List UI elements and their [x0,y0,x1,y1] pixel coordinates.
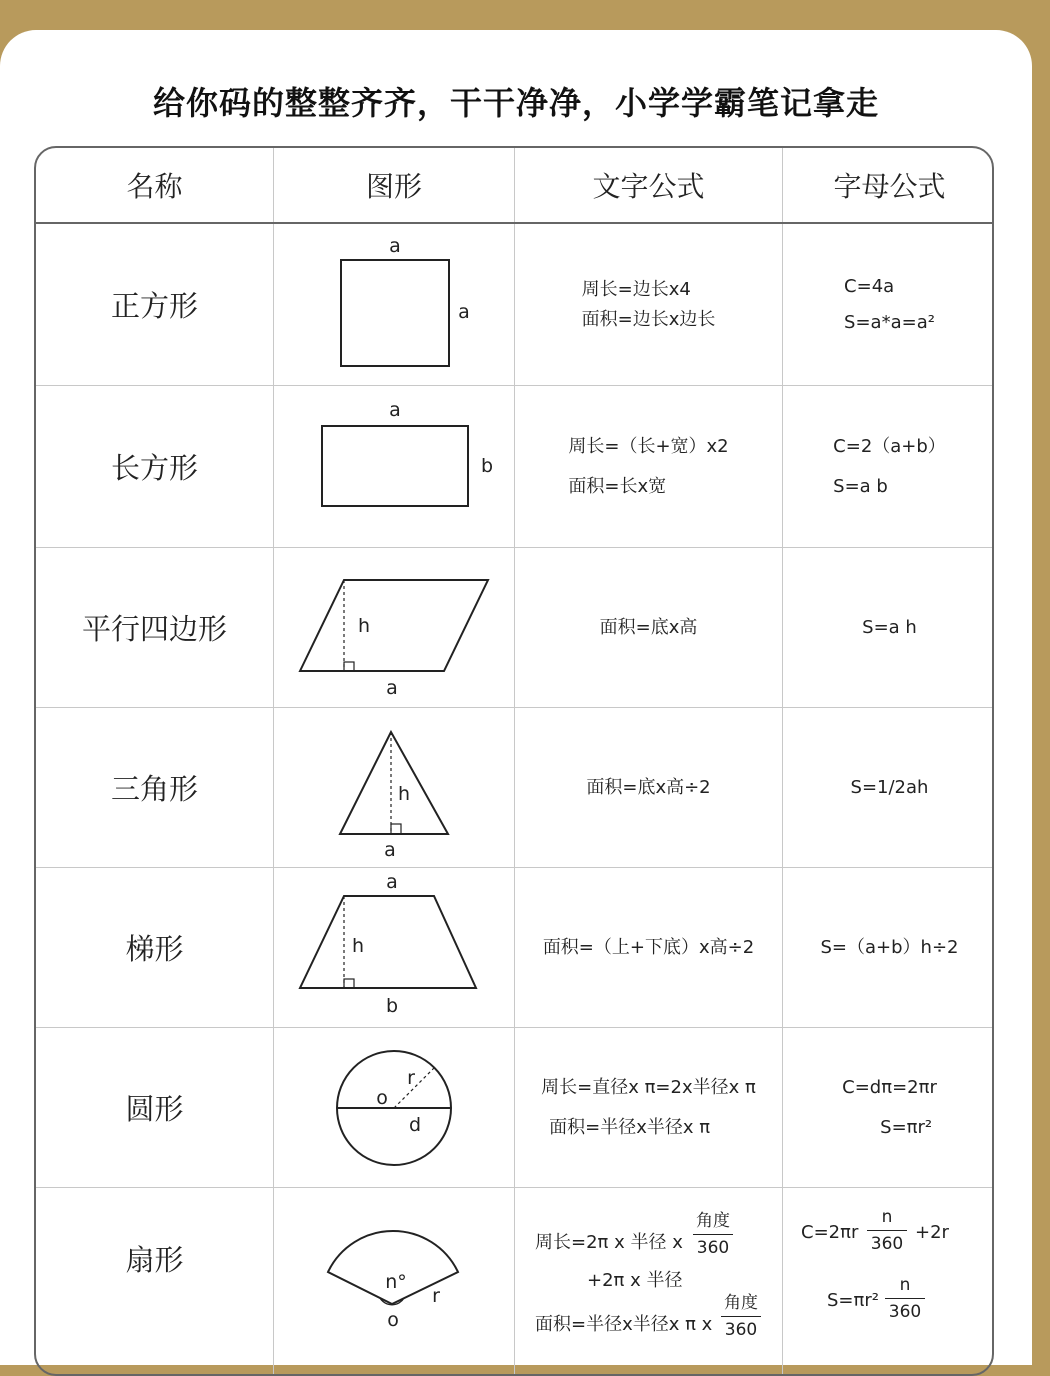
letter-formula-line: S=πr² [880,1116,933,1138]
shape-name: 梯形 [125,932,184,966]
parallelogram-figure [274,548,514,708]
header-figure: 图形 [365,170,422,203]
header-text-formula: 文字公式 [592,170,705,203]
trapezoid-height-label: h [352,934,365,957]
letter-formula-line: S=a b [833,475,888,497]
text-formula-line: 面积=（上+下底）x高÷2 [542,936,755,958]
sector-text-formula [515,1188,783,1376]
rectangle-length-label: a [389,398,401,421]
header-name: 名称 [126,170,183,203]
header-letter-formula: 字母公式 [833,170,946,203]
sector-figure [274,1188,514,1348]
fraction-numerator: n [899,1275,911,1295]
sector-area-letter: S=πr² [827,1290,879,1311]
table-row-square [36,224,994,386]
circle-diameter-label: d [408,1113,422,1136]
fraction-denominator: 360 [870,1234,904,1254]
shape-name: 正方形 [110,289,198,323]
letter-formula-line: C=2（a+b） [833,435,946,457]
square-side-label-top: a [389,234,401,257]
table-row-rectangle [36,386,994,548]
letter-formula-line: C=dπ=2πr [842,1076,937,1098]
text-formula-line: 周长=边长x4 [581,278,691,300]
parallelogram-height-label: h [358,614,371,637]
sector-radius-label: r [432,1285,440,1307]
table-row-triangle [36,708,994,868]
sector-center-label: o [387,1309,399,1331]
trapezoid-bottom-label: b [385,994,399,1017]
fraction-denominator: 360 [888,1302,922,1322]
letter-formula-line: S=a*a=a² [844,311,935,333]
table-row-trapezoid [36,868,994,1028]
table-row-parallelogram [36,548,994,708]
table-row-circle [36,1028,994,1188]
trapezoid-figure [274,868,514,1028]
sector-perimeter-formula: 周长=2π x 半径 x [535,1232,683,1253]
table-row-sector [36,1188,994,1376]
triangle-base-label: a [384,838,396,861]
square-figure [274,224,514,386]
sector-perimeter-letter-fraction [867,1206,907,1255]
sector-area-fraction [721,1292,761,1341]
sector-letter-formula [783,1188,994,1376]
square-side-label-right: a [458,300,470,323]
trapezoid-top-label: a [386,870,398,893]
text-formula-line: 周长=（长+宽）x2 [568,435,729,457]
sector-perimeter-formula-cont: +2π x 半径 [587,1270,683,1291]
letter-formula-line: C=4a [844,275,895,297]
sector-angle-label: n° [385,1271,407,1293]
sector-perimeter-letter-tail: +2r [915,1222,949,1243]
text-formula-line: 面积=边长x边长 [581,308,716,330]
letter-formula-line: S=a h [862,616,917,638]
sector-area-letter-fraction [885,1274,925,1323]
letter-formula-line: S=1/2ah [850,776,929,798]
rectangle-width-label: b [480,454,494,477]
sector-perimeter-letter: C=2πr [801,1222,859,1243]
table-header-row [36,148,994,224]
letter-formula-line: S=（a+b）h÷2 [820,936,959,958]
text-formula-line: 周长=直径x π=2x半径x π [541,1076,756,1098]
circle-center-label: o [376,1086,388,1109]
formula-table [34,146,994,1376]
shape-name: 圆形 [125,1092,184,1126]
parallelogram-base-label: a [386,676,398,699]
text-formula-line: 面积=底x高÷2 [586,776,711,798]
sector-area-formula: 面积=半径x半径x π x [535,1314,713,1335]
fraction-denominator: 360 [696,1238,730,1258]
rectangle-figure [274,386,514,548]
shape-name: 扇形 [125,1243,184,1277]
circle-radius-label: r [407,1066,415,1089]
triangle-figure [274,708,514,868]
fraction-numerator: n [881,1207,893,1227]
shape-name: 长方形 [110,451,198,485]
text-formula-line: 面积=长x宽 [568,475,667,497]
text-formula-line: 面积=半径x半径x π [549,1116,711,1138]
circle-figure [274,1028,514,1188]
page-title: 给你码的整整齐齐，干干净净，小学学霸笔记拿走 [152,84,879,122]
text-formula-line: 面积=底x高 [599,616,698,638]
shape-name: 三角形 [110,772,198,806]
fraction-denominator: 360 [724,1320,758,1340]
sector-perimeter-fraction [693,1210,733,1259]
fraction-numerator: 角度 [724,1293,758,1313]
shape-name: 平行四边形 [81,612,227,646]
fraction-numerator: 角度 [696,1211,730,1231]
triangle-height-label: h [398,782,411,805]
